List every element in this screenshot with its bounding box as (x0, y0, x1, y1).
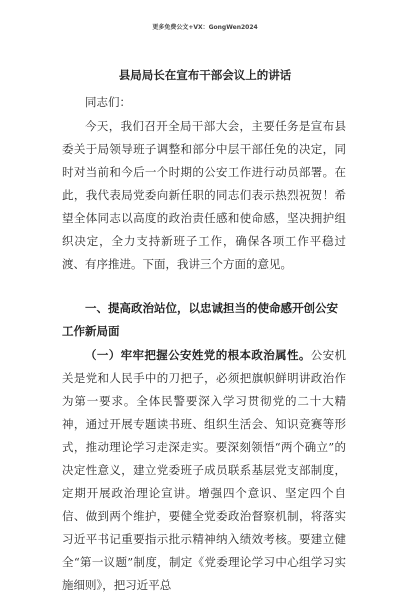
section-heading-1: 一、提高政治站位，以忠诚担当的使命感开创公安工作新局面 (62, 301, 338, 338)
salutation: 同志们： (85, 95, 131, 109)
subsection-paragraph-1 (62, 344, 346, 597)
subsection-body-1: 公安机关是党和人民手中的刀把子，必须把旗帜鲜明讲政治作为第一要求。全体民警要深入学习贯彻党的二十大精神，通过开展专题读书班、组织生活会、知识竞赛等形式，推动理论学习走深走实。要深刻领悟“两个确立”的决定性意义，建立党委班子成员联系基层党支部制度，定期开展政治理论宣讲。增强四个意识、坚定四个自信、做到两个维护，要健全党委政治督察机制，将落实习近平书记重要指示批示精神纳入绩效考核。要建立健全“第一议题”制度，制定《党委理论学习中心组学习实施细则》，把习近平总 (62, 348, 347, 592)
document-title: 县局局长在宣布干部会议上的讲话 (118, 68, 292, 82)
watermark-text: 更多免费公文+VX：GongWen2024 (152, 24, 258, 31)
intro-paragraph: 今天，我们召开全局干部大会，主要任务是宣布县委关于局领导班子调整和部分中层干部任免的决定，同时对当前和今后一个时期的公安工作进行动员部署。在此，我代表局党委向新任职的同志们表示热烈祝贺！希望全体同志以高度的政治责任感和使命感，坚决拥护组织决定，全力支持新班子工作，确保各项工作平稳过渡、有序推进。下面，我讲三个方面的意见。 (62, 119, 346, 271)
subsection-heading-1: （一）牢牢把握公安姓党的根本政治属性。 (85, 348, 311, 362)
